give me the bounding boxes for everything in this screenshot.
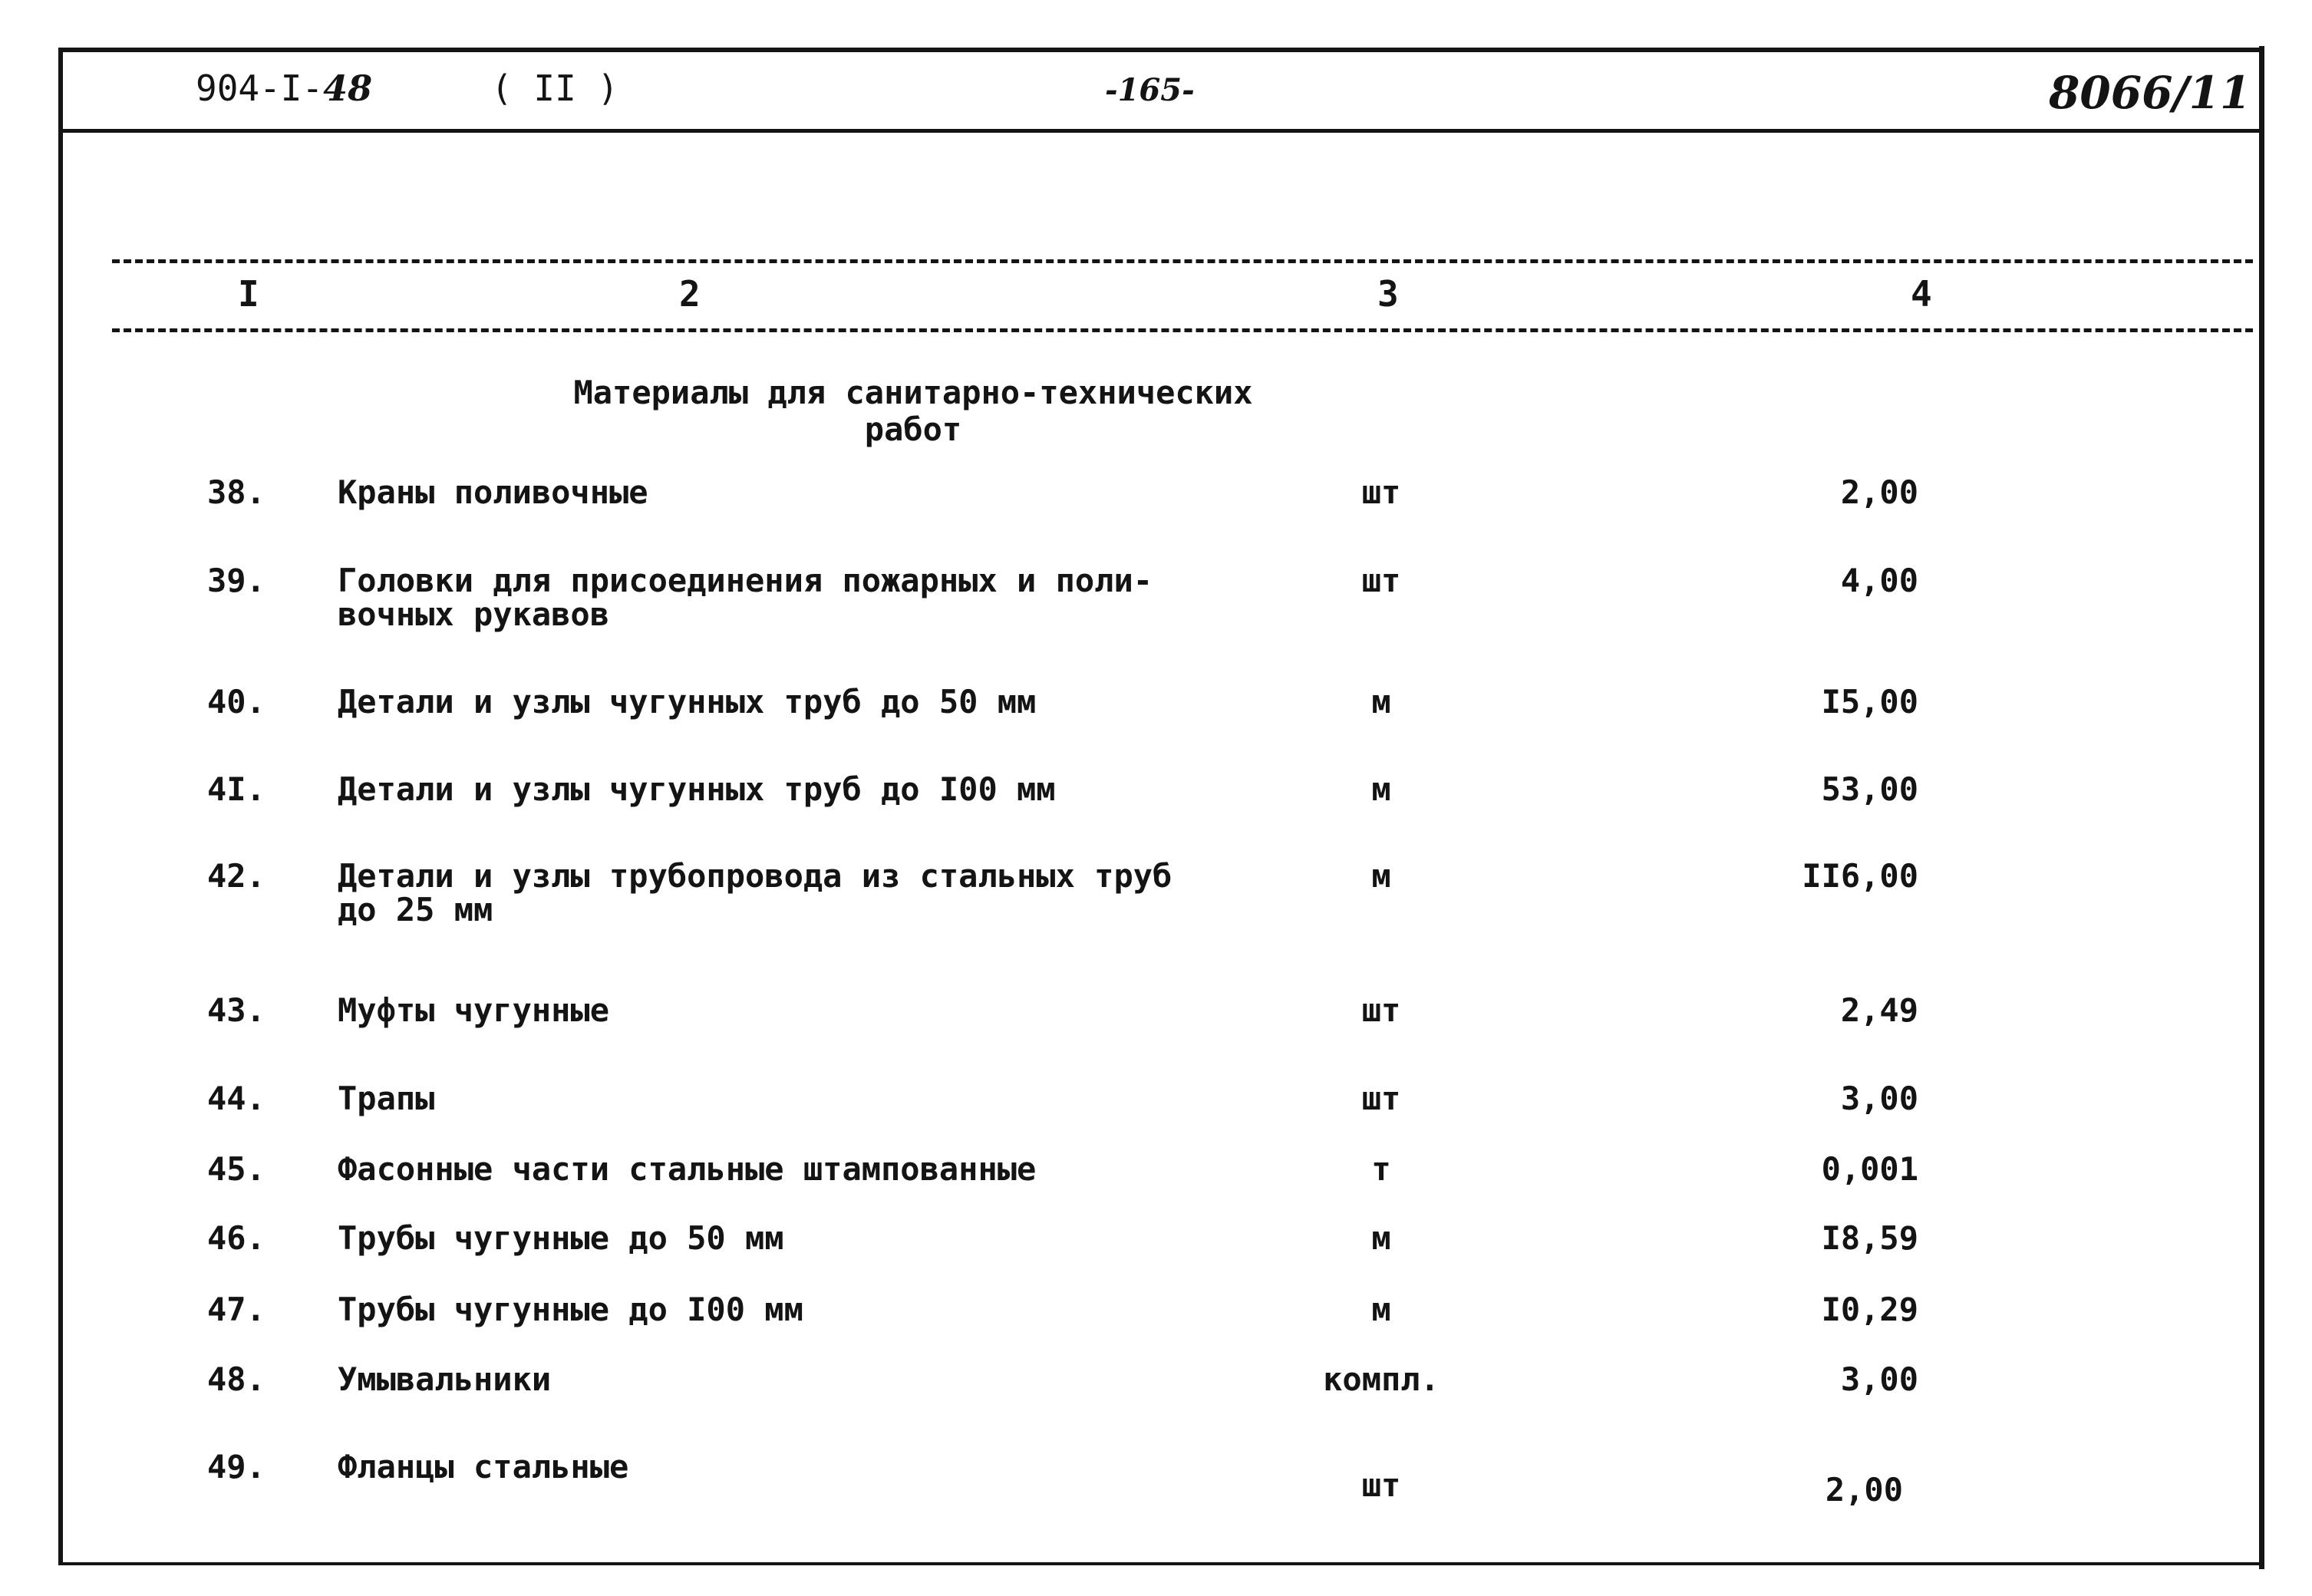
row-quantity: 2,00	[1825, 1471, 1903, 1509]
row-number: 39.	[207, 562, 266, 599]
section-title-line-1: Материалы для санитарно-технических	[573, 374, 1253, 411]
row-number: 47.	[207, 1291, 266, 1328]
row-unit: м	[1371, 1219, 1391, 1257]
column-header-bottom-rule	[112, 328, 2253, 332]
row-quantity: 3,00	[1840, 1360, 1918, 1398]
column-number-3: 3	[1377, 273, 1399, 315]
row-name: Трубы чугунные до 50 мм	[338, 1219, 784, 1257]
section-title	[529, 374, 1297, 448]
doc-code-suffix: 48	[323, 68, 373, 109]
row-number: 45.	[207, 1150, 266, 1188]
row-unit: м	[1371, 1291, 1391, 1328]
row-number: 48.	[207, 1360, 266, 1398]
row-quantity: I0,29	[1821, 1291, 1918, 1328]
row-number: 43.	[207, 991, 266, 1029]
row-number: 49.	[207, 1448, 266, 1486]
row-name: Умывальники	[338, 1360, 552, 1398]
row-quantity: I5,00	[1821, 683, 1918, 721]
row-unit: м	[1371, 683, 1391, 721]
sheet-id: 8066/11	[2049, 67, 2251, 119]
volume-label: ( II )	[491, 68, 619, 109]
row-unit: т	[1371, 1150, 1391, 1188]
row-quantity: II6,00	[1802, 857, 1918, 895]
row-name: Головки для присоединения пожарных и поли- вочных рукавов	[338, 562, 1153, 633]
row-number: 40.	[207, 683, 266, 721]
doc-code-prefix: 904-I-	[196, 68, 324, 109]
row-name: Фасонные части стальные штампованные	[338, 1150, 1037, 1188]
column-number-2: 2	[679, 273, 701, 315]
row-unit: м	[1371, 857, 1391, 895]
column-header-top-rule	[112, 259, 2253, 263]
header-divider	[58, 129, 2264, 133]
row-unit: м	[1371, 770, 1391, 808]
row-name: Трапы	[338, 1080, 435, 1117]
row-name: Детали и узлы чугунных труб до 50 мм	[338, 683, 1037, 721]
row-number: 46.	[207, 1219, 266, 1257]
row-name: Муфты чугунные	[338, 991, 610, 1029]
frame-bottom-border	[58, 1562, 2264, 1565]
row-quantity: 3,00	[1840, 1080, 1918, 1117]
row-unit: компл.	[1323, 1360, 1440, 1398]
frame-left-border	[58, 52, 63, 1564]
row-number: 4I.	[207, 770, 266, 808]
frame-top-border	[58, 48, 2264, 52]
row-unit: шт	[1361, 1466, 1401, 1504]
column-number-1: I	[238, 273, 259, 315]
row-unit: шт	[1361, 473, 1401, 511]
row-unit: шт	[1361, 562, 1401, 599]
row-quantity: 0,001	[1821, 1150, 1918, 1188]
row-name: Фланцы стальные	[338, 1448, 629, 1486]
row-quantity: 2,49	[1840, 991, 1918, 1029]
section-title-line-2: работ	[864, 411, 962, 448]
row-unit: шт	[1361, 991, 1401, 1029]
row-number: 42.	[207, 857, 266, 895]
doc-code	[196, 68, 373, 109]
row-name: Краны поливочные	[338, 473, 648, 511]
row-name: Детали и узлы чугунных труб до I00 мм	[338, 770, 1056, 808]
row-quantity: I8,59	[1821, 1219, 1918, 1257]
column-number-4: 4	[1911, 273, 1932, 315]
row-unit: шт	[1361, 1080, 1401, 1117]
row-quantity: 53,00	[1821, 770, 1918, 808]
row-quantity: 2,00	[1840, 473, 1918, 511]
row-name: Детали и узлы трубопровода из стальных труб до 25 мм	[338, 857, 1172, 928]
row-name: Трубы чугунные до I00 мм	[338, 1291, 803, 1328]
row-number: 44.	[207, 1080, 266, 1117]
row-quantity: 4,00	[1840, 562, 1918, 599]
row-number: 38.	[207, 473, 266, 511]
frame-right-border	[2259, 46, 2264, 1569]
page-number: -165-	[1105, 72, 1195, 108]
